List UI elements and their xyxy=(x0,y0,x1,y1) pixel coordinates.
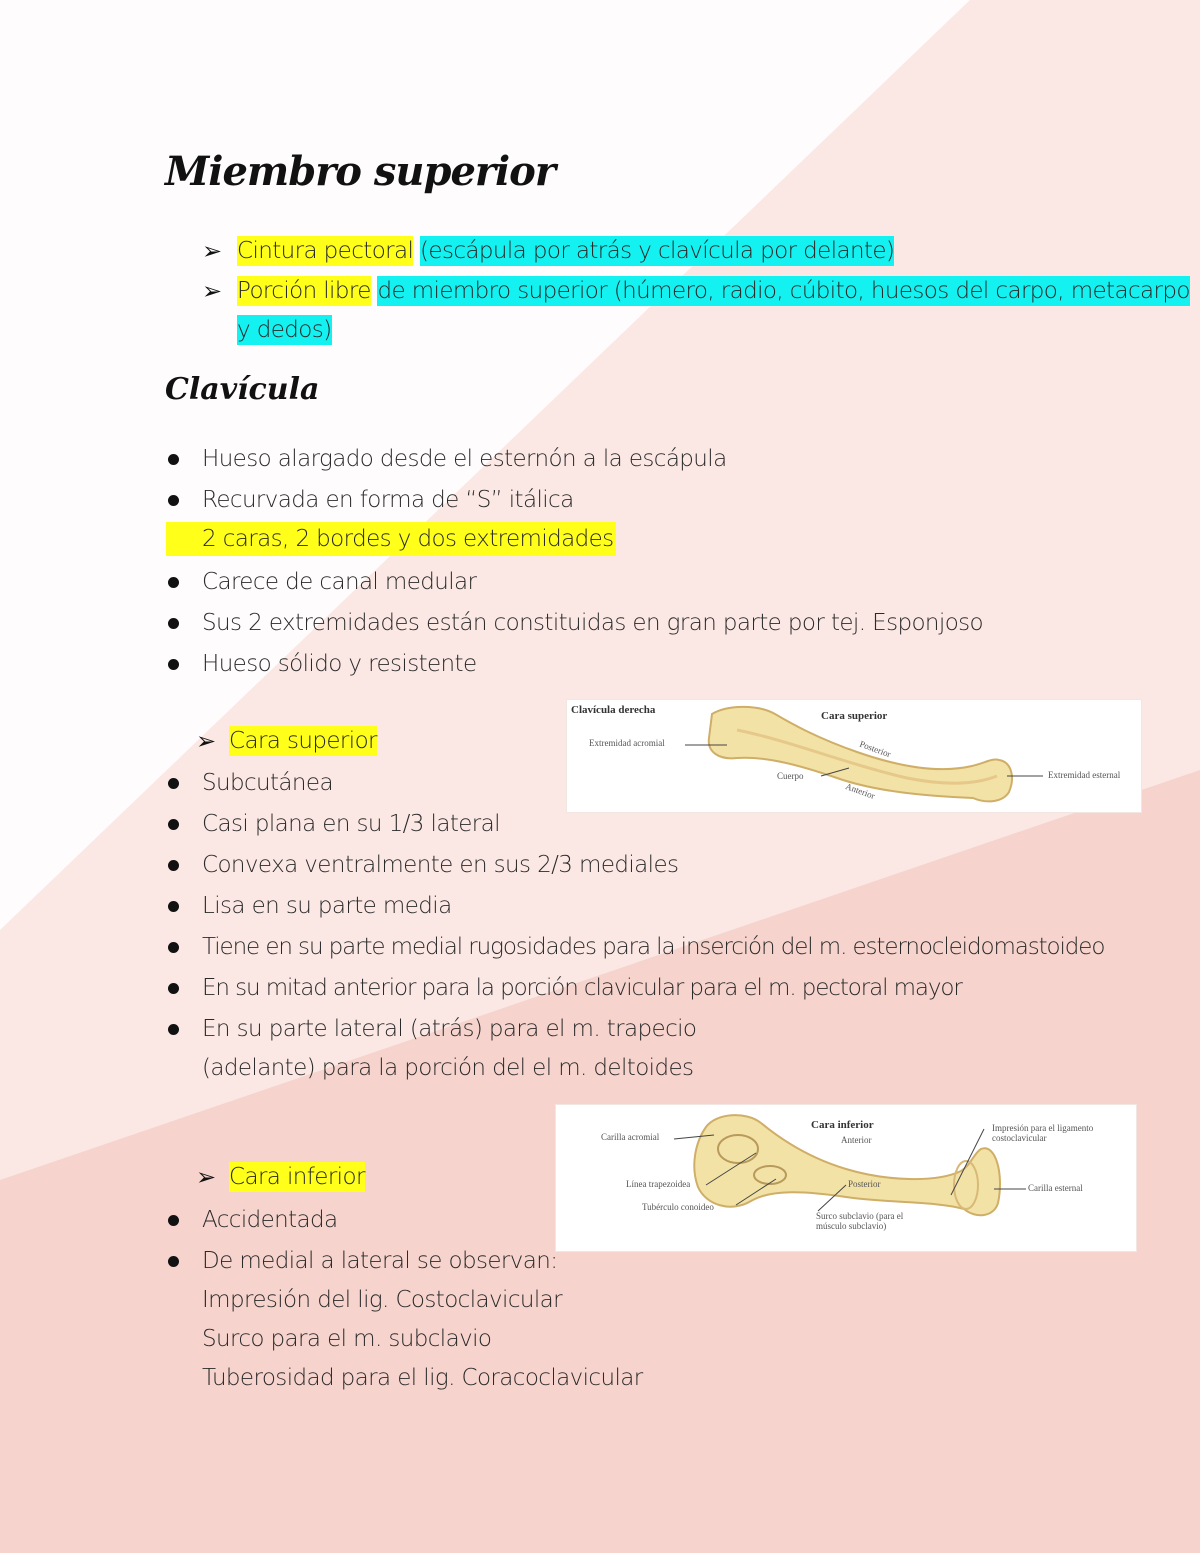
cara-inferior-subline: Impresión del lig. Costoclavicular xyxy=(202,1287,562,1313)
label-anterior: Anterior xyxy=(844,781,877,801)
cara-inferior-item: De medial a lateral se observan: xyxy=(202,1248,558,1274)
cara-superior-item: En su mitad anterior para la porción clavicular para el m. pectoral mayor xyxy=(202,975,962,1001)
bullet-icon xyxy=(168,983,179,994)
bullet-icon xyxy=(168,819,179,830)
arrow-bullet-icon: ➢ xyxy=(196,1163,217,1191)
cara-superior-item: Casi plana en su 1/3 lateral xyxy=(202,811,500,837)
label-anterior: Anterior xyxy=(841,1135,872,1145)
intro-item-porcion xyxy=(237,274,1190,308)
general-item: Recurvada en forma de “S” itálica xyxy=(202,487,574,513)
label-carilla-acromial: Carilla acromial xyxy=(601,1132,660,1142)
arrow-bullet-icon: ➢ xyxy=(196,727,217,755)
general-item-highlighted: 2 caras, 2 bordes y dos extremidades xyxy=(166,522,616,556)
highlight-cara-superior: Cara superior xyxy=(229,728,377,754)
bullet-icon xyxy=(168,659,179,670)
cara-inferior-subline: Tuberosidad para el lig. Coracoclavicular xyxy=(202,1365,643,1391)
label-surco-subclavio-line2: músculo subclavio) xyxy=(816,1221,887,1231)
label-impresion-line2: costoclavicular xyxy=(992,1133,1047,1143)
bullet-icon xyxy=(168,1215,179,1226)
cara-superior-item: Tiene en su parte medial rugosidades para la inserción del m. esternocleidomastoideo xyxy=(202,934,1105,960)
figure1-title: Clavícula derecha xyxy=(571,704,656,716)
cara-superior-item: Convexa ventralmente en sus 2/3 mediales xyxy=(202,852,679,878)
section-title-clavicula: Clavícula xyxy=(165,372,320,407)
bullet-icon xyxy=(168,577,179,588)
label-impresion-line1: Impresión para el ligamento xyxy=(992,1123,1094,1133)
label-carilla-esternal: Carilla esternal xyxy=(1028,1183,1083,1193)
general-item: Sus 2 extremidades están constituidas en gran parte por tej. Esponjoso xyxy=(202,610,984,636)
figure1-face: Cara superior xyxy=(821,710,888,722)
bullet-icon xyxy=(168,454,179,465)
cara-superior-heading xyxy=(229,724,377,758)
highlight-porcion: Porción libre xyxy=(237,278,371,304)
label-cuerpo: Cuerpo xyxy=(777,771,804,781)
bullet-icon xyxy=(168,495,179,506)
figure-clavicle-inferior xyxy=(555,1104,1137,1252)
cara-inferior-item: Accidentada xyxy=(202,1207,338,1233)
figure-clavicle-superior xyxy=(566,699,1142,813)
highlight-porcion-cont: y dedos) xyxy=(237,317,332,343)
bullet-icon xyxy=(168,942,179,953)
arrow-bullet-icon: ➢ xyxy=(202,237,223,265)
cara-inferior-subline: Surco para el m. subclavio xyxy=(202,1326,492,1352)
intro-item-porcion-cont xyxy=(237,313,332,347)
cara-superior-item: Lisa en su parte media xyxy=(202,893,452,919)
general-item: Hueso sólido y resistente xyxy=(202,651,477,677)
label-tuberculo-conoideo: Tubérculo conoideo xyxy=(642,1202,714,1212)
bullet-icon xyxy=(168,1024,179,1035)
bullet-icon xyxy=(168,618,179,629)
highlight-cintura-detail: (escápula por atrás y clavícula por delante) xyxy=(420,238,895,264)
label-extremidad-acromial: Extremidad acromial xyxy=(589,738,665,748)
cara-superior-continuation: (adelante) para la porción del el m. deltoides xyxy=(202,1055,694,1081)
bullet-icon xyxy=(168,860,179,871)
bullet-icon xyxy=(168,1256,179,1267)
intro-item-cintura xyxy=(237,234,894,268)
cara-superior-item: En su parte lateral (atrás) para el m. trapecio xyxy=(202,1016,697,1042)
label-posterior: Posterior xyxy=(848,1179,881,1189)
highlight-porcion-detail: de miembro superior (húmero, radio, cúbito, huesos del carpo, metacarpo xyxy=(377,278,1190,304)
page-title: Miembro superior xyxy=(165,148,555,195)
cara-superior-item: Subcutánea xyxy=(202,770,333,796)
bullet-icon xyxy=(168,778,179,789)
highlight-cintura: Cintura pectoral xyxy=(237,238,414,264)
label-linea-trapezoidea: Línea trapezoidea xyxy=(626,1179,691,1189)
bullet-icon xyxy=(168,901,179,912)
figure2-face: Cara inferior xyxy=(811,1119,874,1131)
arrow-bullet-icon: ➢ xyxy=(202,277,223,305)
general-item: Carece de canal medular xyxy=(202,569,477,595)
general-item: Hueso alargado desde el esternón a la escápula xyxy=(202,446,727,472)
highlight-cara-inferior: Cara inferior xyxy=(229,1164,365,1190)
label-posterior: Posterior xyxy=(858,738,893,760)
label-extremidad-esternal: Extremidad esternal xyxy=(1048,770,1121,780)
label-surco-subclavio-line1: Surco subclavio (para el xyxy=(816,1211,904,1221)
cara-inferior-heading xyxy=(229,1160,365,1194)
